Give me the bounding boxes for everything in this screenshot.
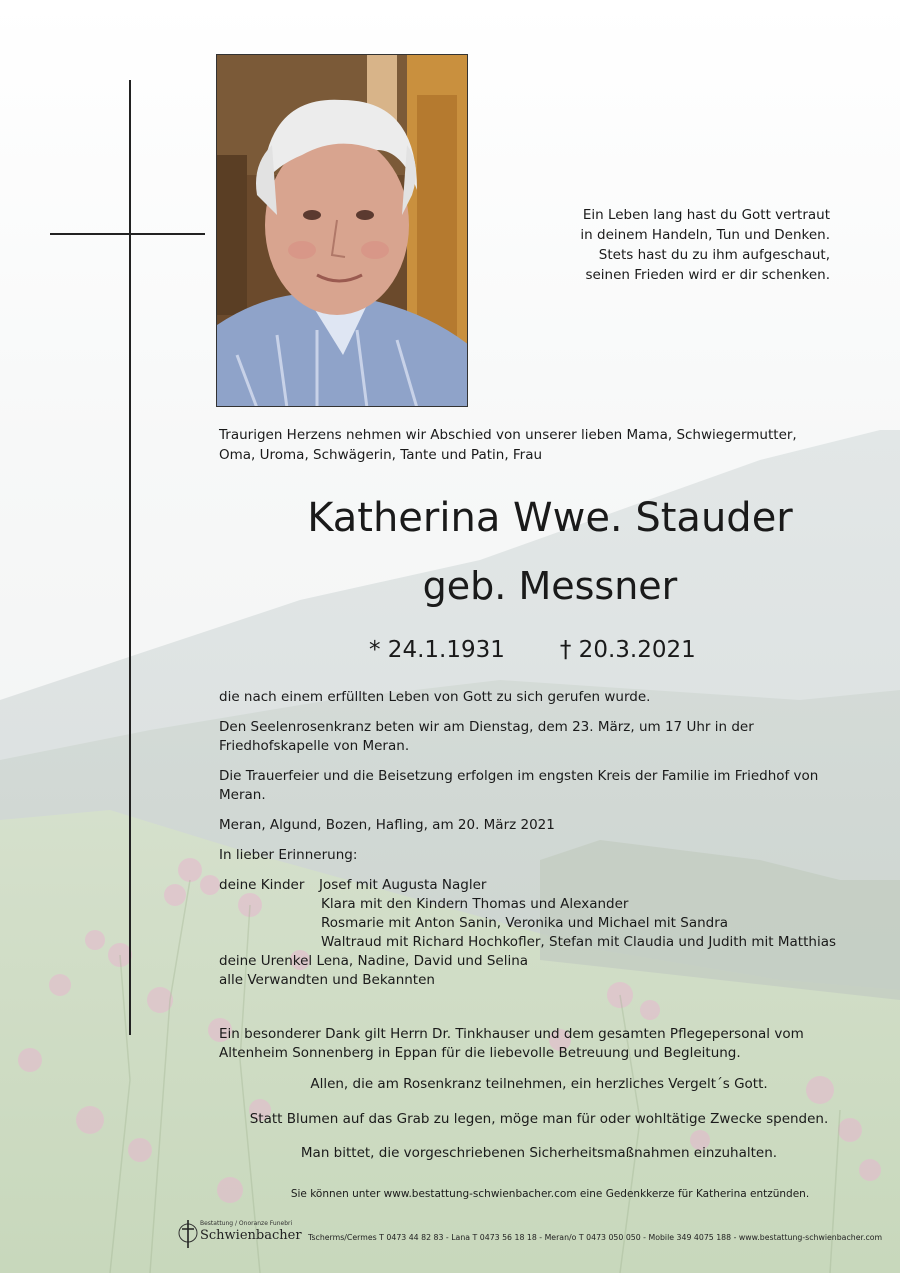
portrait-photo bbox=[216, 54, 468, 407]
verse-line: in deinem Handeln, Tun und Denken. bbox=[580, 227, 830, 243]
footer-contacts: Tscherms/Cermes T 0473 44 82 83 - Lana T 0473 56 18 18 - Meran/o T 0473 050 050 - Mobile 349 4075 188 - www.bestattung-schwienbacher.com bbox=[308, 1233, 883, 1242]
funeral-notice-line-2: Meran. bbox=[219, 787, 266, 803]
intro-text bbox=[219, 425, 879, 465]
cross-logo-icon bbox=[178, 1216, 198, 1250]
child-entry: Rosmarie mit Anton Sanin, Veronika und Michael mit Sandra bbox=[321, 915, 729, 931]
thanks-line-1: Ein besonderer Dank gilt Herrn Dr. Tinkhauser und dem gesamten Pflegepersonal vom bbox=[219, 1026, 804, 1042]
memorial-candle-note: Sie können unter www.bestattung-schwienbacher.com eine Gedenkkerze für Katherina entzünden. bbox=[290, 1188, 810, 1200]
logo-subtitle: Bestattung / Onoranze Funebri bbox=[200, 1220, 293, 1227]
children-label: deine Kinder bbox=[219, 877, 305, 893]
funeral-notice bbox=[219, 767, 884, 805]
relatives: alle Verwandten und Bekannten bbox=[219, 972, 435, 988]
deceased-name: Katherina Wwe. Stauder bbox=[307, 495, 793, 541]
obituary-body bbox=[219, 688, 884, 990]
mourners-list bbox=[219, 876, 884, 990]
place-date: Meran, Algund, Bozen, Hafling, am 20. März 2021 bbox=[219, 817, 555, 833]
child-entry: Josef mit Augusta Nagler bbox=[319, 877, 487, 893]
child-entry: Klara mit den Kindern Thomas und Alexander bbox=[321, 896, 629, 912]
rosary-notice-line-2: Friedhofskapelle von Meran. bbox=[219, 738, 410, 754]
verse-line: Stets hast du zu ihm aufgeschaut, bbox=[598, 247, 830, 263]
passing-text: die nach einem erfüllten Leben von Gott zu sich gerufen wurde. bbox=[219, 689, 651, 705]
death-date: † 20.3.2021 bbox=[559, 637, 696, 663]
verse-line: seinen Frieden wird er dir schenken. bbox=[585, 267, 830, 283]
verse bbox=[540, 205, 830, 285]
intro-line-1: Traurigen Herzens nehmen wir Abschied von unserer lieben Mama, Schwiegermutter, bbox=[219, 427, 797, 443]
safety-note: Man bittet, die vorgeschriebenen Sicherheitsmaßnahmen einzuhalten. bbox=[300, 1145, 778, 1161]
child-entry: Waltraud mit Richard Hochkofler, Stefan mit Claudia und Judith mit Matthias bbox=[321, 934, 837, 950]
birth-date: * 24.1.1931 bbox=[369, 637, 505, 663]
cross-vertical-bar bbox=[129, 80, 131, 1035]
remembrance-label: In lieber Erinnerung: bbox=[219, 847, 358, 863]
maiden-name: geb. Messner bbox=[422, 564, 678, 608]
flowers-note: Statt Blumen auf das Grab zu legen, möge man für oder wohltätige Zwecke spenden. bbox=[249, 1111, 829, 1127]
thanks-line-2: Altenheim Sonnenberg in Eppan für die liebevolle Betreuung und Begleitung. bbox=[219, 1045, 741, 1061]
logo-brand: Schwienbacher bbox=[200, 1228, 302, 1243]
footer bbox=[178, 1216, 883, 1250]
life-dates bbox=[369, 632, 696, 668]
verse-line: Ein Leben lang hast du Gott vertraut bbox=[582, 207, 830, 223]
rosary-thanks: Allen, die am Rosenkranz teilnehmen, ein herzliches Vergelt´s Gott. bbox=[310, 1076, 768, 1092]
cross-horizontal-bar bbox=[50, 233, 205, 235]
rosary-notice bbox=[219, 718, 884, 756]
intro-line-2: Oma, Uroma, Schwägerin, Tante und Patin, Frau bbox=[219, 447, 543, 463]
rosary-notice-line-1: Den Seelenrosenkranz beten wir am Dienstag, dem 23. März, um 17 Uhr in der bbox=[219, 719, 754, 735]
funeral-home-logo bbox=[178, 1216, 308, 1250]
funeral-notice-line-1: Die Trauerfeier und die Beisetzung erfolgen im engsten Kreis der Familie im Friedhof von bbox=[219, 768, 819, 784]
great-grandchildren: deine Urenkel Lena, Nadine, David und Selina bbox=[219, 953, 529, 969]
thanks-text bbox=[219, 1025, 884, 1063]
children-row bbox=[219, 876, 884, 895]
